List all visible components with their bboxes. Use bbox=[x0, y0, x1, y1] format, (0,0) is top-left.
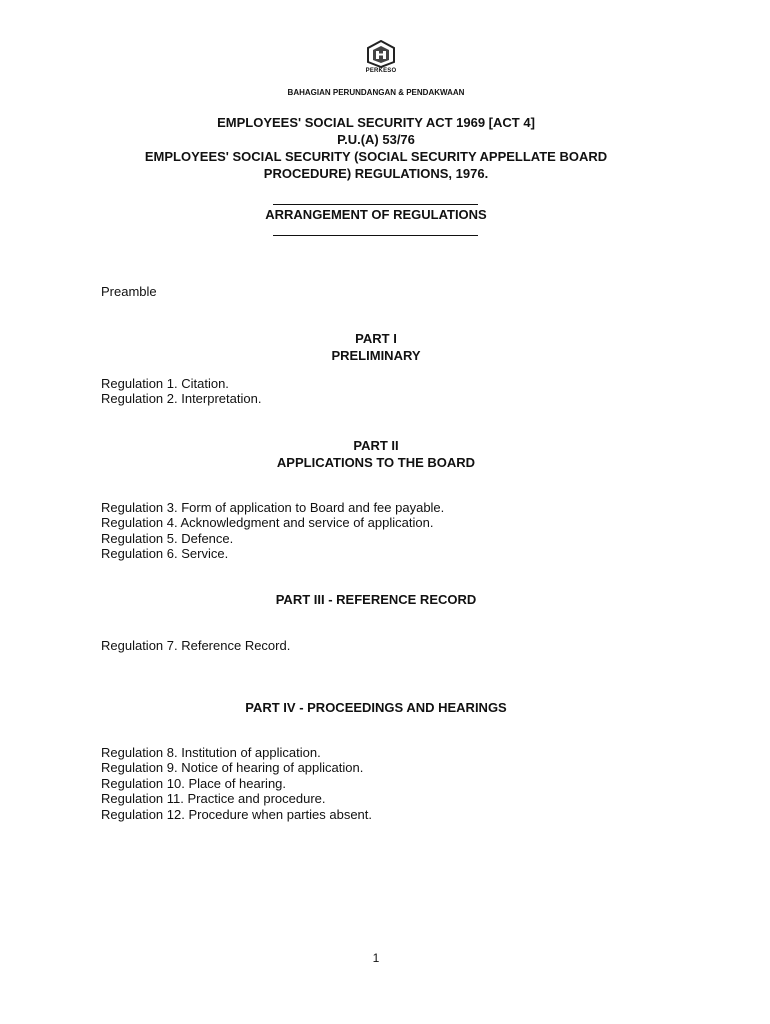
list-item: Regulation 3. Form of application to Board and fee payable. bbox=[101, 500, 445, 515]
part-2-list bbox=[101, 500, 444, 562]
title-line-3: EMPLOYEES' SOCIAL SECURITY (SOCIAL SECURITY APPELLATE BOARD bbox=[144, 149, 608, 164]
list-item: Regulation 1. Citation. bbox=[101, 376, 229, 391]
list-item: Regulation 7. Reference Record. bbox=[101, 638, 291, 653]
title-line-4: PROCEDURE) REGULATIONS, 1976. bbox=[263, 166, 489, 181]
list-item: Regulation 2. Interpretation. bbox=[101, 391, 262, 407]
divider-bottom bbox=[273, 235, 478, 236]
arrangement-title: ARRANGEMENT OF REGULATIONS bbox=[265, 207, 487, 222]
part-3-list bbox=[101, 638, 290, 653]
list-item: Regulation 5. Defence. bbox=[101, 530, 234, 546]
list-item: Regulation 4. Acknowledgment and service of application. bbox=[101, 515, 434, 531]
list-item: Regulation 8. Institution of application. bbox=[101, 745, 321, 760]
page-number: 1 bbox=[372, 951, 380, 965]
part-1-title: PART I bbox=[355, 331, 397, 346]
logo-caption: PERKESO bbox=[365, 68, 397, 74]
part-2-subtitle: APPLICATIONS TO THE BOARD bbox=[276, 455, 476, 470]
title-line-1: EMPLOYEES' SOCIAL SECURITY ACT 1969 [ACT 4] bbox=[217, 115, 535, 130]
list-item: Regulation 12. Procedure when parties absent. bbox=[101, 806, 373, 822]
department-name: BAHAGIAN PERUNDANGAN & PENDAKWAAN bbox=[287, 88, 465, 97]
list-item: Regulation 10. Place of hearing. bbox=[101, 775, 287, 791]
perkeso-emblem-icon bbox=[364, 40, 398, 68]
part-2-title: PART II bbox=[353, 438, 399, 453]
list-item: Regulation 11. Practice and procedure. bbox=[101, 791, 326, 807]
title-line-2: P.U.(A) 53/76 bbox=[337, 132, 415, 147]
part-1-heading bbox=[0, 330, 752, 364]
document-title bbox=[0, 114, 752, 182]
list-item: Regulation 6. Service. bbox=[101, 546, 229, 562]
part-4-heading: PART IV - PROCEEDINGS AND HEARINGS bbox=[245, 700, 507, 715]
divider-top bbox=[273, 204, 478, 205]
list-item: Regulation 9. Notice of hearing of application. bbox=[101, 760, 364, 776]
part-2-heading bbox=[0, 437, 752, 471]
perkeso-logo bbox=[364, 40, 398, 78]
part-4-list bbox=[101, 745, 372, 822]
part-1-subtitle: PRELIMINARY bbox=[331, 348, 421, 363]
preamble: Preamble bbox=[101, 284, 157, 299]
part-3-heading: PART III - REFERENCE RECORD bbox=[275, 592, 477, 607]
part-1-list bbox=[101, 376, 261, 407]
